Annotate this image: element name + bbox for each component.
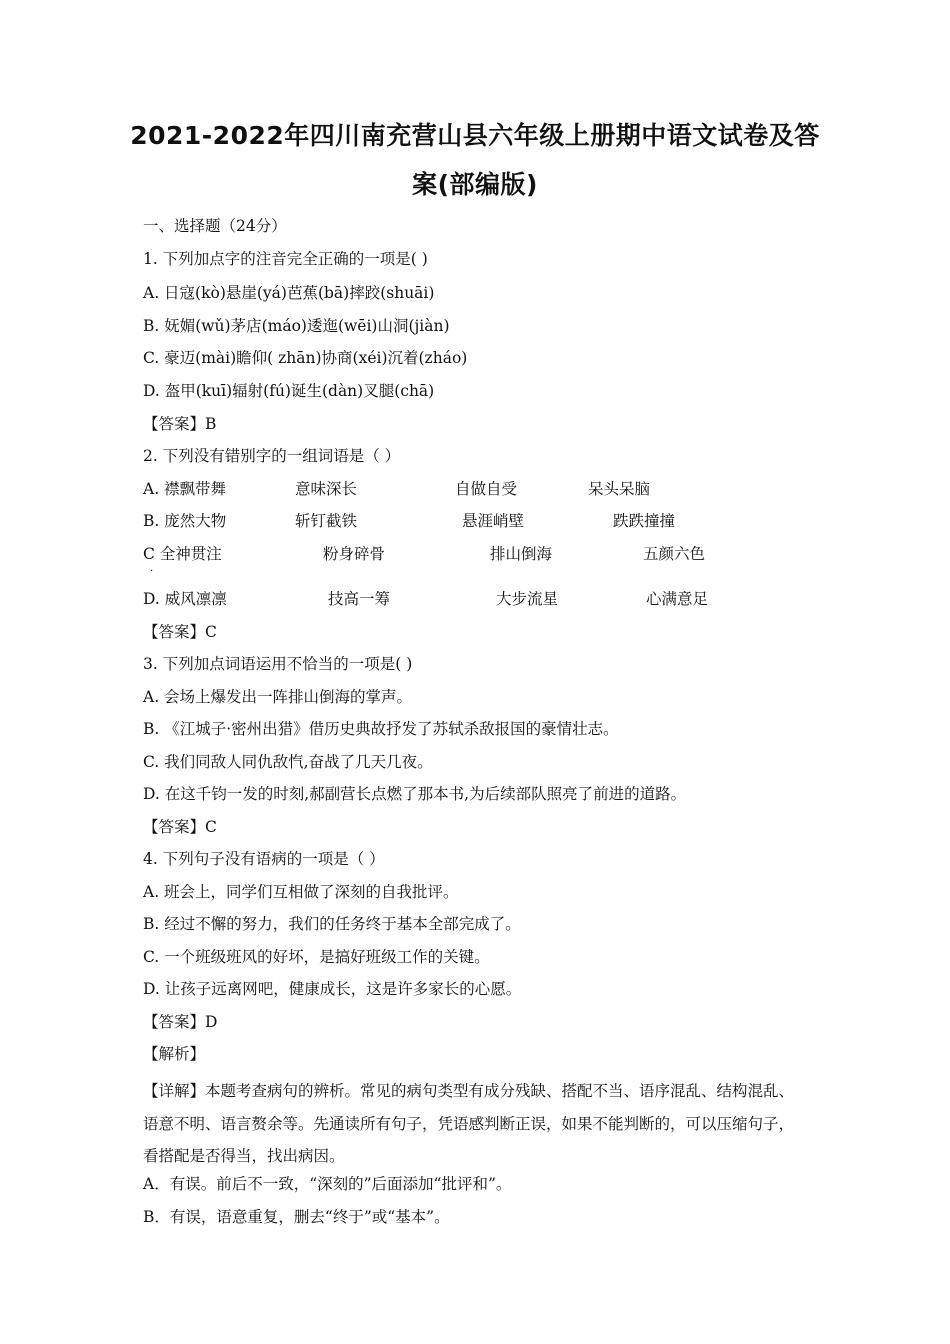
q2-d-4: 心满意足 <box>646 590 709 608</box>
document-title-line1: 2021-2022年四川南充营山县六年级上册期中语文试卷及答 <box>130 121 820 150</box>
q3-stem: 3. 下列加点词语运用不恰当的一项是( ) <box>143 655 413 673</box>
q3-option-c: C. 我们同敌人同仇敌忾,奋战了几天几夜。 <box>143 753 433 771</box>
q2-a-4: 呆头呆脑 <box>588 480 651 498</box>
q2-answer: 【答案】C <box>143 623 217 641</box>
q2-c-dot: · <box>150 566 154 577</box>
q2-c-4: 五颜六色 <box>643 545 706 563</box>
q2-b-2: 斩钉截铁 <box>295 512 358 530</box>
q4-analysis-label: 【解析】 <box>143 1045 206 1063</box>
q1-option-c: C. 豪迈(mài)瞻仰( zhān)协商(xéi)沉着(zháo) <box>143 349 468 367</box>
q2-d-3: 大步流星 <box>496 590 559 608</box>
q2-b-4: 跌跌撞撞 <box>613 512 676 530</box>
q2-a-2: 意味深长 <box>295 480 358 498</box>
q1-stem: 1. 下列加点字的注音完全正确的一项是( ) <box>143 250 428 268</box>
q3-option-a: A. 会场上爆发出一阵排山倒海的掌声。 <box>143 688 413 706</box>
q3-option-d: D. 在这千钧一发的时刻,郝副营长点燃了那本书,为后续部队照亮了前进的道路。 <box>143 785 687 803</box>
q4-stem: 4. 下列句子没有语病的一项是（ ） <box>143 850 385 868</box>
q2-d-1: D. 威风凛凛 <box>143 590 227 608</box>
q2-d-2: 技高一筹 <box>328 590 391 608</box>
q4-answer: 【答案】D <box>143 1013 218 1031</box>
q4-explanation-b: B．有误，语意重复，删去“终于”或“基本”。 <box>143 1208 450 1226</box>
q3-option-b: B. 《江城子·密州出猎》借历史典故抒发了苏轼杀敌报国的豪情壮志。 <box>143 720 619 738</box>
q2-c-2: 粉身碎骨 <box>323 545 386 563</box>
q2-stem: 2. 下列没有错别字的一组词语是（ ） <box>143 447 401 465</box>
q4-option-d: D. 让孩子远离网吧，健康成长，这是许多家长的心愿。 <box>143 980 522 998</box>
document-title-line2: 案(部编版) <box>412 170 538 199</box>
q2-b-3: 悬涯峭壁 <box>462 512 525 530</box>
q2-a-3: 自做自受 <box>455 480 518 498</box>
q2-a-1: A. 襟飘带舞 <box>143 480 227 498</box>
q1-option-a: A. 日寇(kò)悬崖(yá)芭蕉(bā)摔跤(shuāi) <box>143 284 435 302</box>
q4-option-a: A. 班会上，同学们互相做了深刻的自我批评。 <box>143 883 459 901</box>
q4-option-b: B. 经过不懈的努力，我们的任务终于基本全部完成了。 <box>143 915 521 933</box>
q4-option-c: C. 一个班级班风的好坏，是搞好班级工作的关键。 <box>143 948 490 966</box>
q1-option-b: B. 妩媚(wǔ)茅店(máo)逶迤(wēi)山洞(jiàn) <box>143 317 450 335</box>
q4-detail: 【详解】本题考查病句的辨析。常见的病句类型有成分残缺、搭配不当、语序混乱、结构混乱、语意不明、语言赘余等。先通读所有句子，凭语感判断正误，如果不能判断的，可以压缩句子，看搭配是否得当，找出病因。 <box>143 1082 795 1165</box>
q4-explanation-a: A．有误。前后不一致，“深刻的”后面添加“批评和”。 <box>143 1175 512 1193</box>
q2-c-3: 排山倒海 <box>490 545 553 563</box>
q1-answer: 【答案】B <box>143 415 217 433</box>
section-heading: 一、选择题（24分） <box>143 217 287 235</box>
q2-c-1: C 全神贯注 <box>143 545 222 563</box>
q2-b-1: B. 庞然大物 <box>143 512 227 530</box>
q1-option-d: D. 盔甲(kuī)辐射(fú)诞生(dàn)叉腿(chā) <box>143 382 435 400</box>
q3-answer: 【答案】C <box>143 818 217 836</box>
